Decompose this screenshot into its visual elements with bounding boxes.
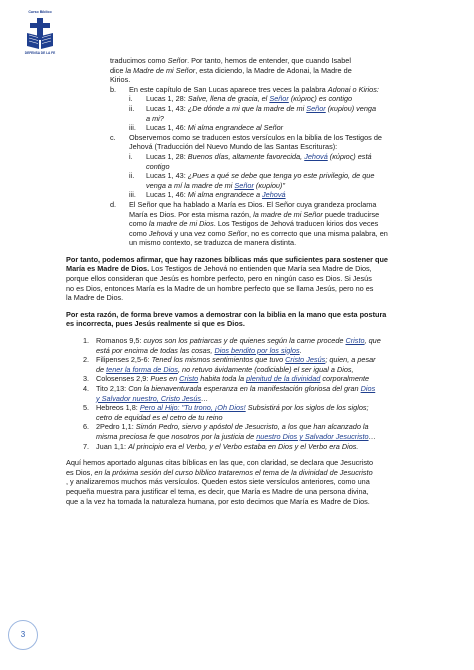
- text-run: ¿Pues a qué se debe que tenga yo este privilegio, de que: [187, 171, 375, 181]
- scripture-emphasis: Dios: [360, 384, 376, 393]
- text-line: [66, 284, 414, 294]
- logo: [20, 10, 60, 56]
- text-run: contigo: [146, 161, 170, 171]
- text-run: la Madre de mi Señor: [125, 65, 196, 75]
- numbered-item: [66, 394, 414, 404]
- bible-cross-icon: [26, 15, 54, 51]
- text-run: (κύριος) está: [327, 151, 372, 161]
- text-run: la Madre de Dios.: [66, 293, 124, 303]
- text-run: y una vez como: [172, 228, 228, 238]
- numbered-list: [66, 336, 414, 451]
- text-run: El Señor que ha hablado a María es Dios. El Señor cuya grandeza proclama: [129, 199, 377, 209]
- text-run: (κυρίου) venga: [325, 103, 377, 113]
- list-marker: 6.: [83, 422, 90, 432]
- text-run: Tened los mismos sentimientos que tuvo: [151, 355, 286, 365]
- text-run: como: [129, 219, 149, 229]
- text-line: [66, 468, 414, 478]
- text-run: porque ellos consideran que Jesús es hombre perfecto, pero en ningún caso es Dios. Si Jesús: [66, 274, 372, 284]
- text-run: . Por tanto, hemos de entender, que cuando Isabel: [187, 56, 351, 65]
- paragraph-1: [66, 255, 414, 303]
- text-run: María es Madre de Dios.: [66, 264, 150, 274]
- scripture-emphasis: Señor: [269, 94, 289, 104]
- text-line: [66, 56, 414, 66]
- text-line: [66, 310, 414, 320]
- text-run: En este capítulo de San Lucas aparece tres veces la palabra: [129, 84, 328, 94]
- numbered-item: [66, 336, 414, 346]
- scripture-emphasis: nuestro Dios y Salvador Jesucristo: [256, 431, 369, 441]
- paragraph-3: [66, 458, 414, 506]
- text-line: [66, 458, 414, 468]
- text-run: Subsistirá por los siglos de los siglos;: [245, 403, 369, 413]
- list-marker: 4.: [83, 384, 90, 393]
- text-line: [66, 293, 414, 303]
- text-run: María es Dios. Por esta misma razón,: [129, 209, 254, 219]
- list-marker: b.: [110, 84, 117, 94]
- sublist-item: [66, 181, 414, 191]
- text-run: pequeña muestra para justificar el tema, es decir, que María es Madre de una persona divina,: [66, 486, 369, 496]
- scripture-emphasis: Jehová: [262, 190, 286, 200]
- scripture-emphasis: Señor: [234, 180, 254, 190]
- text-run: cetro de equidad es el cetro de tu reino: [96, 412, 223, 422]
- text-run: Salve, llena de gracia, el: [187, 94, 270, 104]
- list-item-b: [66, 85, 414, 95]
- text-line: [66, 238, 414, 248]
- text-run: , que: [364, 336, 381, 346]
- scripture-emphasis: Pero al Hijo: "Tu trono, ¡Oh Dios!: [139, 403, 246, 413]
- numbered-item: [66, 365, 414, 375]
- text-run: corporalmente: [320, 374, 370, 384]
- scripture-emphasis: y Salvador nuestro, Cristo Jesús: [96, 393, 202, 403]
- text-line: [66, 219, 414, 229]
- text-run: Los Testigos de Jehová no entienden que María sea Madre de Dios,: [149, 264, 372, 274]
- text-run: (κύριος) es contigo: [288, 94, 353, 104]
- text-line: [66, 319, 414, 329]
- text-run: Lucas 1, 28:: [146, 94, 188, 104]
- text-run: como: [129, 228, 149, 238]
- text-run: está por encima de todas las cosas,: [96, 345, 215, 355]
- logo-top-text: Curso Bíblico: [28, 10, 52, 14]
- text-run: que a la vez ha tomada la naturaleza humana, por esto decimos que María es Madre de Dios.: [66, 496, 370, 506]
- list-marker: iii.: [129, 123, 136, 133]
- text-run: Lucas 1, 43:: [146, 171, 188, 181]
- list-item-c: [66, 133, 414, 143]
- text-run: Jehová (Traducción del Nuevo Mundo de las Santas Escrituras):: [129, 142, 338, 152]
- sublist-item: [66, 114, 414, 124]
- text-run: Señor: [227, 228, 248, 238]
- text-run: puede traducirse: [322, 209, 380, 219]
- text-run: misma preciosa fe que nosotros por la justicia de: [96, 431, 257, 441]
- text-line: [66, 142, 414, 152]
- text-run: Por tanto, podemos afirmar, que hay razones bíblicas más que suficientes para sostener que: [66, 254, 388, 264]
- logo-bottom-text: DEFENSA DE LA FE: [24, 51, 56, 55]
- text-line: [66, 497, 414, 507]
- text-run: Adonai o Kirios:: [327, 84, 379, 94]
- scripture-emphasis: Señor: [306, 103, 326, 113]
- text-run: traducimos como: [110, 56, 168, 65]
- text-line: [66, 229, 414, 239]
- text-run: Colosenses 2,9:: [96, 374, 151, 384]
- paragraph-2: [66, 310, 414, 329]
- text-run: ; quien, a pesar: [325, 355, 376, 365]
- list-marker: ii.: [129, 171, 135, 181]
- text-run: , no retuvo ávidamente (codiciable) el ser igual a Dios,: [177, 364, 354, 374]
- sublist-item: [66, 171, 414, 181]
- list-item-text: [129, 133, 382, 142]
- text-run: la madre de mi Señor: [253, 209, 323, 219]
- list-marker: 5.: [83, 403, 90, 413]
- text-run: Tito 2,13:: [96, 384, 129, 393]
- text-line: Kirios.: [110, 75, 131, 85]
- scripture-emphasis: Cristo: [179, 374, 199, 384]
- numbered-item: [66, 413, 414, 423]
- numbered-item: [66, 432, 414, 442]
- text-run: es incorrecta, pues Jesús realmente si que es Dios.: [66, 319, 245, 329]
- sublist-b: [66, 94, 414, 132]
- text-run: un mismo contexto, se traduzca de manera distinta.: [129, 238, 297, 248]
- sublist-item: [66, 190, 414, 200]
- text-run: Lucas 1, 46:: [146, 190, 188, 200]
- sublist-c: [66, 152, 414, 200]
- text-run: Buenos días, altamente favorecida,: [187, 151, 305, 161]
- list-marker: 3.: [83, 374, 90, 384]
- numbered-item: [66, 403, 414, 413]
- text-run: Al principio era el Verbo, y el Verbo estaba en Dios y el Verbo era Dios.: [128, 441, 359, 451]
- text-run: , esta diciendo, la Madre de Adonai, la Madre de: [195, 65, 352, 75]
- numbered-item: [66, 346, 414, 356]
- list-marker: 2.: [83, 355, 90, 365]
- text-run: no es Dios, entonces María es la Madre de un hombre perfecto que se llama Jesús, pero no es: [66, 283, 374, 293]
- text-run: Lucas 1, 28:: [146, 151, 188, 161]
- text-run: …: [201, 393, 209, 403]
- text-run: Observemos como se traducen estos versículos en la biblia de los Testigos de: [129, 132, 382, 142]
- text-run: .: [299, 345, 302, 355]
- text-run: Aquí hemos aportado algunas citas bíblicas en las que, con claridad, se declara que Jesucristo: [66, 458, 374, 468]
- text-line: [66, 477, 414, 487]
- text-run: Lucas 1, 46:: [146, 123, 188, 133]
- scripture-emphasis: Jehová: [304, 151, 328, 161]
- text-run: 2Pedro 1,1:: [96, 422, 136, 432]
- sublist-item: [66, 94, 414, 104]
- text-run: …: [368, 431, 376, 441]
- list-marker: i.: [129, 94, 133, 104]
- text-run: venga a mí la madre de mi: [146, 180, 235, 190]
- list-marker: 7.: [83, 441, 90, 451]
- text-run: Con la bienaventurada esperanza en la manifestación gloriosa del gran: [128, 384, 361, 393]
- scripture-emphasis: plenitud de la divinidad: [246, 374, 321, 384]
- text-line: [66, 274, 414, 284]
- text-run: , no es correcto que una misma palabra, en: [247, 228, 388, 238]
- list-marker: d.: [110, 199, 117, 209]
- text-run: Lucas 1, 43:: [146, 103, 188, 113]
- text-run: (κυρίου)": [253, 180, 285, 190]
- text-run: dice: [110, 65, 126, 75]
- list-item-text: [129, 200, 376, 209]
- list-marker: ii.: [129, 103, 135, 113]
- document-body: [66, 56, 414, 506]
- text-run: Juan 1,1:: [96, 441, 129, 451]
- text-line: [66, 255, 414, 265]
- text-run: Por esta razón, de forma breve vamos a demostrar con la biblia en la mano que esta postura: [66, 309, 387, 319]
- scripture-emphasis: tener la forma de Dios: [106, 364, 178, 374]
- numbered-item: [66, 422, 414, 432]
- text-run: habita toda la: [198, 374, 247, 384]
- list-item-text: [129, 85, 379, 94]
- scripture-emphasis: Cristo: [345, 336, 365, 346]
- sublist-item: [66, 123, 414, 133]
- page-number: 3: [8, 620, 38, 650]
- text-run: Mi alma engrandece a: [187, 190, 263, 200]
- text-run: Pues en: [150, 374, 180, 384]
- text-run: . Los Testigos de Jehová traducen kirios dos veces: [213, 219, 379, 229]
- list-marker: iii.: [129, 190, 136, 200]
- text-line: [66, 66, 414, 76]
- sublist-item: [66, 152, 414, 162]
- text-run: Jehová: [148, 228, 173, 238]
- text-run: , y analizaremos muchos más versículos. Queden estos siete versículos anteriores, como una: [66, 477, 370, 487]
- list-marker: i.: [129, 151, 133, 161]
- scripture-emphasis: Cristo Jesús: [285, 355, 326, 365]
- sublist-item: [66, 162, 414, 172]
- list-marker: c.: [110, 132, 116, 142]
- list-item-d: [66, 200, 414, 210]
- text-line: [66, 487, 414, 497]
- text-run: Romanos 9,5:: [96, 336, 144, 346]
- text-run: Filipenses 2,5-6:: [96, 355, 152, 365]
- list-marker: 1.: [83, 336, 90, 346]
- text-line: [66, 264, 414, 274]
- text-run: a mi?: [146, 113, 164, 123]
- text-run: la madre de mi Dios: [148, 219, 214, 229]
- text-run: Hebreos 1,8:: [96, 403, 140, 413]
- text-run: de: [96, 364, 107, 374]
- sublist-item: [66, 104, 414, 114]
- text-run: Simón Pedro, siervo y apóstol de Jesucristo, a los que han alcanzado la: [135, 422, 369, 432]
- numbered-item: [66, 355, 414, 365]
- text-run: en la próxima sesión del curso bíblico trataremos el tema de la divinidad de Jesucristo: [94, 467, 373, 477]
- numbered-item: [66, 384, 414, 394]
- text-run: Mi alma engrandece al Señor: [187, 123, 284, 133]
- numbered-item: [66, 442, 414, 452]
- text-run: Señor: [167, 56, 188, 65]
- text-run: cuyos son los patriarcas y de quienes según la carne procede: [143, 336, 346, 346]
- numbered-item: [66, 374, 414, 384]
- text-line: [66, 210, 414, 220]
- text-run: ¿De dónde a mi que la madre de mi: [187, 103, 307, 113]
- text-run: es Dios,: [66, 467, 95, 477]
- scripture-emphasis: Dios bendito por los siglos: [214, 345, 300, 355]
